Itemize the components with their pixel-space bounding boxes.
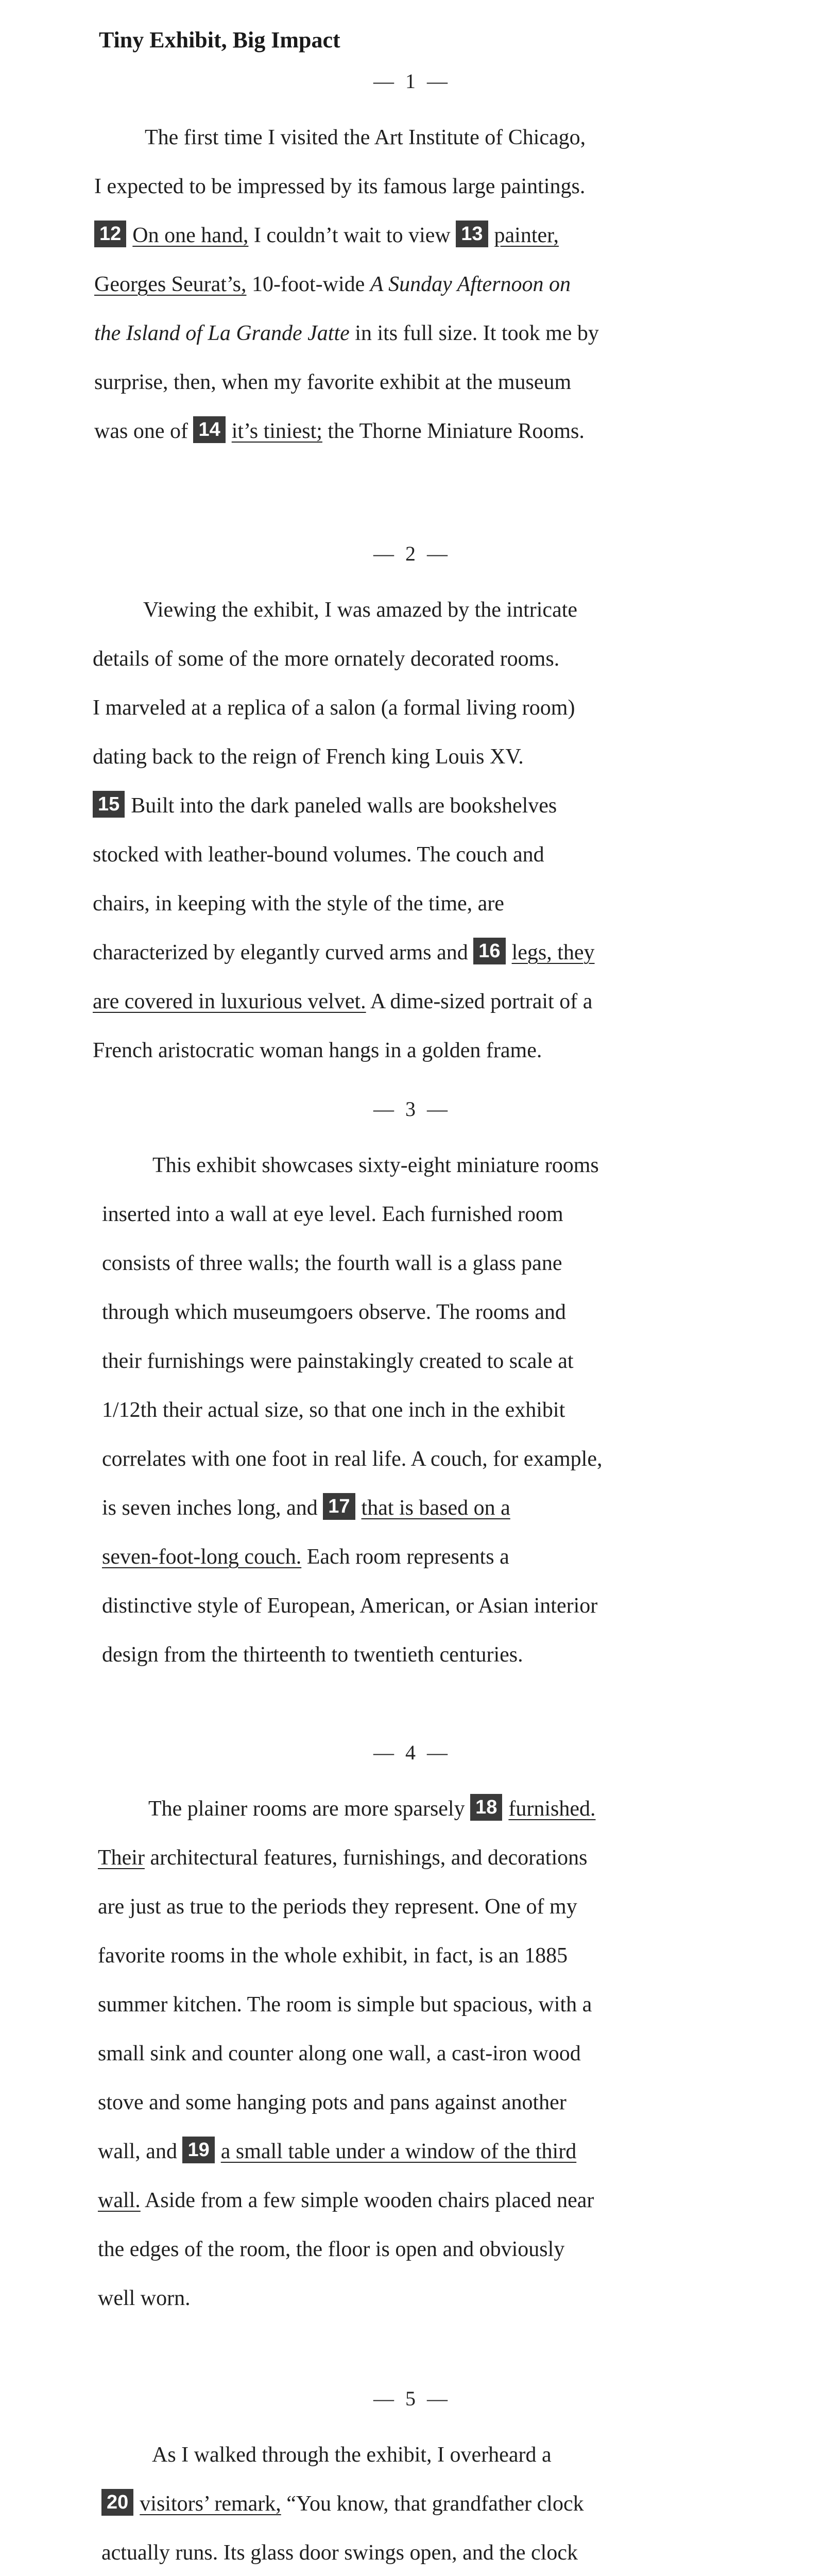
text-line: [94, 358, 824, 407]
text-segment: in its full size. It took me by: [349, 321, 599, 345]
italic-title: A Sunday Afternoon on: [370, 273, 571, 296]
paragraph-1: [0, 71, 824, 456]
text-line: [94, 309, 824, 358]
paragraph-text: [0, 1785, 824, 2323]
text-segment: I expected to be impressed by its famous large paintings.: [94, 175, 586, 198]
text-segment: Aside from a few simple wooden chairs placed near: [140, 2189, 594, 2212]
text-line: [94, 162, 824, 211]
text-line: [93, 831, 824, 879]
text-segment: chairs, in keeping with the style of the time, are: [93, 892, 504, 916]
text-line: [102, 1386, 824, 1435]
italic-title: the Island of La Grande Jatte: [94, 321, 350, 345]
text-line: [98, 1785, 824, 1834]
text-segment: I marveled at a replica of a salon (a formal living room): [93, 696, 575, 720]
text-line: [98, 1883, 824, 1931]
text-segment: are just as true to the periods they represent. One of my: [98, 1895, 577, 1919]
text-segment: stocked with leather-bound volumes. The couch and: [93, 843, 544, 867]
passage-title: Tiny Exhibit, Big Impact: [99, 27, 340, 53]
text-line: [98, 2274, 824, 2323]
paragraph-text: [0, 586, 824, 1075]
text-segment: wall, and: [98, 2140, 183, 2163]
underlined-text: are covered in luxurious velvet.: [93, 990, 366, 1013]
text-segment: 1/12th their actual size, so that one inch in the exhibit: [102, 1398, 565, 1422]
text-segment: The first time I visited the Art Institute of Chicago,: [145, 126, 586, 149]
text-line: [94, 113, 824, 162]
text-line: [93, 879, 824, 928]
paragraph-number: — 1 —: [373, 70, 451, 93]
question-number-box[interactable]: 13: [456, 221, 488, 247]
text-segment: Viewing the exhibit, I was amazed by the intricate: [143, 598, 578, 622]
text-segment: surprise, then, when my favorite exhibit at the museum: [94, 370, 572, 394]
text-line: [93, 1026, 824, 1075]
underlined-text: Their: [98, 1846, 145, 1870]
paragraph-text: [0, 1141, 824, 1680]
text-segment: design from the thirteenth to twentieth centuries.: [102, 1643, 523, 1667]
question-number-box[interactable]: 14: [193, 416, 225, 443]
underlined-text: On one hand,: [132, 224, 249, 247]
text-segment: small sink and counter along one wall, a cast-iron wood: [98, 2042, 581, 2065]
text-line: [101, 2431, 824, 2480]
text-segment: A dime-sized portrait of a: [366, 990, 593, 1013]
text-line: [102, 1484, 824, 1533]
text-line: [102, 1141, 824, 1190]
underlined-text: it’s tiniest;: [231, 419, 322, 443]
text-line: [93, 928, 824, 977]
text-line: [94, 260, 824, 309]
underlined-text: wall.: [98, 2189, 141, 2212]
text-segment: I couldn’t wait to view: [248, 224, 456, 247]
paragraph-number: — 2 —: [373, 542, 451, 565]
text-segment: details of some of the more ornately decorated rooms.: [93, 647, 560, 671]
text-line: [102, 1533, 824, 1582]
text-line: [102, 1631, 824, 1680]
text-line: [93, 586, 824, 635]
text-line: [102, 1435, 824, 1484]
paragraph-3: [0, 1099, 824, 1680]
question-number-box[interactable]: 20: [101, 2489, 133, 2516]
text-line: [102, 1337, 824, 1386]
text-line: [101, 2480, 824, 2529]
text-line: [98, 2176, 824, 2225]
question-number-box[interactable]: 19: [182, 2137, 214, 2163]
paragraph-2: [0, 544, 824, 1075]
text-segment: French aristocratic woman hangs in a golden frame.: [93, 1039, 542, 1062]
text-segment: their furnishings were painstakingly created to scale at: [102, 1349, 574, 1373]
underlined-text: painter,: [494, 224, 559, 247]
text-segment: “You know, that grandfather clock: [281, 2492, 584, 2516]
question-number-box[interactable]: 16: [473, 938, 505, 964]
text-line: [102, 1239, 824, 1288]
text-segment: The plainer rooms are more sparsely: [148, 1797, 471, 1821]
text-segment: favorite rooms in the whole exhibit, in fact, is an 1885: [98, 1944, 568, 1968]
underlined-text: a small table under a window of the third: [220, 2140, 577, 2163]
underlined-text: furnished.: [508, 1797, 596, 1821]
text-segment: is seven inches long, and: [102, 1496, 323, 1520]
question-number-box[interactable]: 17: [323, 1493, 355, 1520]
text-line: [94, 407, 824, 456]
text-segment: was one of: [94, 419, 194, 443]
text-segment: Built into the dark paneled walls are bookshelves: [131, 794, 557, 818]
paragraph-text: [0, 2431, 824, 2576]
text-segment: 10-foot-wide: [246, 273, 370, 296]
text-line: [102, 1288, 824, 1337]
text-segment: well worn.: [98, 2286, 191, 2310]
text-line: [98, 2029, 824, 2078]
question-number-box[interactable]: 12: [94, 221, 126, 247]
text-line: [98, 2078, 824, 2127]
text-line: [93, 977, 824, 1026]
underlined-text: visitors’ remark,: [140, 2492, 281, 2516]
paragraph-4: [0, 1742, 824, 2323]
text-segment: As I walked through the exhibit, I overheard a: [152, 2443, 552, 2467]
underlined-text: legs, they: [511, 941, 595, 964]
text-line: [102, 1190, 824, 1239]
text-segment: characterized by elegantly curved arms and: [93, 941, 474, 964]
text-segment: actually runs. Its glass door swings open, and the clock: [101, 2541, 578, 2565]
text-segment: Each room represents a: [301, 1545, 509, 1569]
text-segment: inserted into a wall at eye level. Each furnished room: [102, 1202, 563, 1226]
text-line: [98, 1931, 824, 1980]
underlined-text: seven-foot-long couch.: [102, 1545, 302, 1569]
text-segment: architectural features, furnishings, and decorations: [144, 1846, 588, 1870]
text-line: [93, 684, 824, 733]
text-line: [93, 635, 824, 684]
text-segment: consists of three walls; the fourth wall is a glass pane: [102, 1251, 562, 1275]
text-line: [93, 782, 824, 831]
text-line: [93, 733, 824, 782]
text-line: [98, 1980, 824, 2029]
paragraph-5: [0, 2388, 824, 2576]
question-number-box[interactable]: 15: [93, 791, 125, 818]
text-line: [98, 2225, 824, 2274]
paragraph-text: [0, 113, 824, 456]
question-number-box[interactable]: 18: [470, 1794, 502, 1821]
text-segment: This exhibit showcases sixty-eight miniature rooms: [152, 1154, 599, 1177]
underlined-text: that is based on a: [361, 1496, 510, 1520]
paragraph-number: — 5 —: [373, 2387, 451, 2410]
paragraph-number: — 3 —: [373, 1097, 451, 1121]
text-segment: distinctive style of European, American, or Asian interior: [102, 1594, 598, 1618]
text-segment: stove and some hanging pots and pans against another: [98, 2091, 566, 2114]
text-line: [94, 211, 824, 260]
underlined-text: Georges Seurat’s,: [94, 273, 247, 296]
text-segment: through which museumgoers observe. The rooms and: [102, 1300, 566, 1324]
text-line: [98, 1834, 824, 1883]
paragraph-number: — 4 —: [373, 1741, 451, 1764]
text-segment: dating back to the reign of French king Louis XV.: [93, 745, 524, 769]
text-line: [102, 1582, 824, 1631]
text-line: [98, 2127, 824, 2176]
text-segment: the Thorne Miniature Rooms.: [322, 419, 585, 443]
text-line: [101, 2529, 824, 2576]
text-segment: the edges of the room, the floor is open and obviously: [98, 2238, 565, 2261]
text-segment: correlates with one foot in real life. A couch, for example,: [102, 1447, 603, 1471]
text-segment: summer kitchen. The room is simple but spacious, with a: [98, 1993, 592, 2016]
